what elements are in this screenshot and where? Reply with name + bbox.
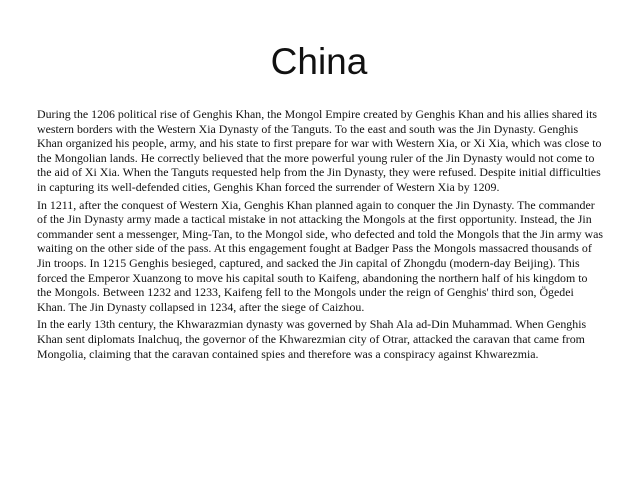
- slide-title: China: [270, 41, 368, 82]
- paragraph-2: In 1211, after the conquest of Western Xia, Genghis Khan planned again to conquer the Jin Dynasty. The commander of the Jin Dynasty army made a tactical mistake in not attacking the Mongols at the first opportunity. Instead, the Jin commander sent a messenger, Ming-Tan, to the Mongol side, who defected and told the Mongols that the Jin army was waiting on the other side of the pass. At this engagement fought at Badger Pass the Mongols massacred thousands of Jin troops. In 1215 Genghis besieged, captured, and sacked the Jin capital of Zhongdu (modern-day Beijing). This forced the Emperor Xuanzong to move his capital south to Kaifeng, abandoning the northern half of his kingdom to the Mongols. Between 1232 and 1233, Kaifeng fell to the Mongols under the reign of Genghis' third son, Ögedei Khan. The Jin Dynasty collapsed in 1234, after the siege of Caizhou.: [37, 197, 604, 314]
- slide-body: [37, 107, 604, 364]
- paragraph-3: In the early 13th century, the Khwarazmian dynasty was governed by Shah Ala ad-Din Muhammad. When Genghis Khan sent diplomats Inalchuq, the governor of the Khwarezmian city of Otrar, attacked the caravan that came from Mongolia, claiming that the caravan contained spies and therefore was a conspiracy against Khwarezmia.: [37, 317, 587, 361]
- paragraph-1: During the 1206 political rise of Genghis Khan, the Mongol Empire created by Genghis Khan and his allies shared its western borders with the Western Xia Dynasty of the Tanguts. To the east and south was the Jin Dynasty. Genghis Khan organized his people, army, and his state to first prepare for war with Western Xia, or Xi Xia, which was close to the Mongolian lands. He correctly believed that the more powerful young ruler of the Jin Dynasty would not come to the aid of Xi Xia. When the Tanguts requested help from the Jin Dynasty, they were refused. Despite initial difficulties in capturing its well-defended cities, Genghis Khan forced the surrender of Western Xia by 1209.: [37, 107, 602, 194]
